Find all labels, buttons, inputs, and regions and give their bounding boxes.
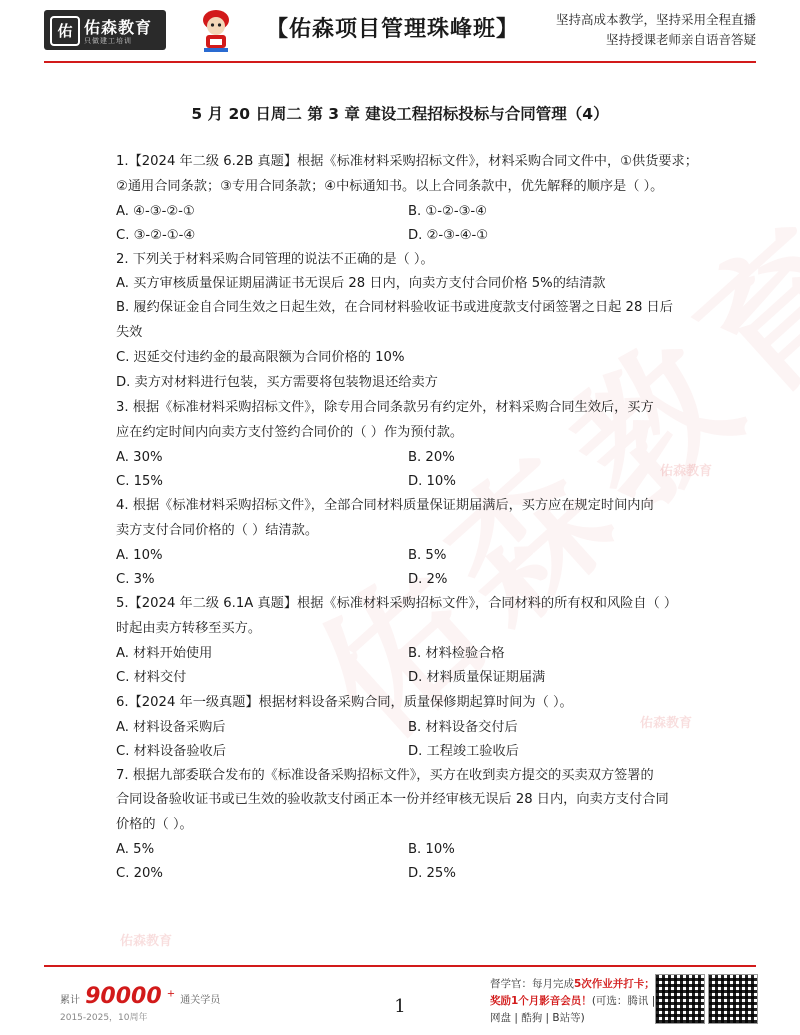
mascot-icon	[196, 6, 236, 54]
option-row	[116, 716, 700, 740]
option-line: A. 买方审核质量保证期届满证书无误后 28 日内，向卖方支付合同价格 5%的结清款	[116, 276, 606, 291]
option: C. 15%	[116, 474, 163, 489]
question-text: 5.【2024 年二级 6.1A 真题】根据《标准材料采购招标文件》，合同材料的所有权和风险自（ ）	[116, 596, 678, 611]
option: D. 10%	[408, 474, 456, 489]
banner-title: 【佑森项目管理珠峰班】	[266, 17, 520, 42]
question-text: 1.【2024 年二级 6.2B 真题】根据《标准材料采购招标文件》，材料采购合同文件中，①供货要求；	[116, 154, 698, 169]
option: C. 材料交付	[116, 670, 187, 685]
option-row	[116, 740, 700, 764]
question-text: 3. 根据《标准材料采购招标文件》，除专用合同条款另有约定外，材料采购合同生效后，买方	[116, 400, 654, 415]
option-row	[116, 838, 700, 862]
question-text: 应在约定时间内向卖方支付签约合同价的（ ）作为预付款。	[116, 425, 464, 440]
question-text: 价格的（ ）。	[116, 817, 193, 832]
option-line: 失效	[116, 325, 143, 340]
page-header	[0, 0, 800, 62]
watermark-small: 佑森教育	[660, 464, 713, 479]
option: C. 3%	[116, 572, 155, 587]
question-text: 4. 根据《标准材料采购招标文件》，全部合同材料质量保证期届满后，买方应在规定时间内向	[116, 498, 654, 513]
notice-text: 网盘 | 酷狗 | B站等)	[490, 1012, 585, 1024]
option-row	[116, 666, 700, 690]
option-line: D. 卖方对材料进行包装，买方需要将包装物退还给卖方	[116, 375, 438, 390]
option-row	[116, 224, 700, 248]
logo-mark: 佑	[50, 16, 80, 46]
option-row	[116, 544, 700, 568]
option: A. 5%	[116, 842, 155, 857]
stat-years: 2015-2025，10周年	[60, 1013, 148, 1023]
option: D. ②-③-④-①	[408, 228, 489, 243]
header-divider	[44, 61, 756, 63]
option-row	[116, 642, 700, 666]
brand-logo	[44, 10, 166, 50]
option-line: B. 履约保证金自合同生效之日起生效，在合同材料验收证书或进度款支付函签署之日起 28 日后	[116, 300, 673, 315]
option: B. ①-②-③-④	[408, 204, 487, 219]
option: A. 材料设备采购后	[116, 720, 226, 735]
notice-highlight: 奖励1个月影音会员！	[490, 995, 592, 1007]
stat-label: 累计	[60, 995, 80, 1006]
slogan-line: 坚持授课老师亲自语音答疑	[605, 32, 756, 47]
option: C. 材料设备验收后	[116, 744, 226, 759]
question-text: 2. 下列关于材料采购合同管理的说法不正确的是（ ）。	[116, 252, 434, 267]
stat-plus: +	[166, 988, 176, 1000]
option: C. ③-②-①-④	[116, 228, 196, 243]
option: D. 2%	[408, 572, 448, 587]
notice-highlight: 5次作业并打卡；	[574, 978, 655, 990]
option: A. ④-③-②-①	[116, 204, 195, 219]
option: B. 材料设备交付后	[408, 720, 518, 735]
watermark-small: 佑森教育	[120, 934, 173, 949]
question-text: ②通用合同条款；③专用合同条款；④中标通知书。以上合同条款中，优先解释的顺序是（ ）。	[116, 179, 664, 194]
question-text: 6.【2024 年一级真题】根据材料设备采购合同，质量保修期起算时间为（ ）。	[116, 695, 573, 710]
option-line: C. 迟延交付违约金的最高限额为合同价格的 10%	[116, 350, 405, 365]
footer-divider	[44, 965, 756, 967]
question-text: 7. 根据九部委联合发布的《标准设备采购招标文件》，买方在收到卖方提交的买卖双方签署的	[116, 768, 654, 783]
page-number: 1	[394, 996, 406, 1017]
question-text: 时起由卖方转移至买方。	[116, 621, 262, 636]
question-text: 合同设备验收证书或已生效的验收款支付函正本一份并经审核无误后 28 日内，向卖方支付合同	[116, 792, 669, 807]
logo-subtitle: 只做建工培训	[84, 37, 132, 45]
option: B. 材料检验合格	[408, 646, 505, 661]
option: B. 5%	[408, 548, 447, 563]
option: B. 20%	[408, 450, 455, 465]
qr-code-icon	[708, 974, 758, 1024]
qr-code-icon	[655, 974, 705, 1024]
option: A. 10%	[116, 548, 163, 563]
option-row	[116, 568, 700, 592]
notice-text: (可选：腾讯 |	[591, 995, 656, 1007]
question-text: 卖方支付合同价格的（ ）结清款。	[116, 523, 319, 538]
option: D. 工程竣工验收后	[408, 744, 519, 759]
option: D. 材料质量保证期届满	[408, 670, 546, 685]
option-row	[116, 862, 700, 886]
option: A. 材料开始使用	[116, 646, 213, 661]
question-list	[116, 150, 700, 886]
option: D. 25%	[408, 866, 456, 881]
option-row	[116, 446, 700, 470]
notice-text: 督学官：每月完成	[490, 978, 574, 990]
slogans	[556, 10, 756, 50]
stat-suffix: 通关学员	[180, 995, 221, 1006]
slogan-line: 坚持高成本教学，坚持采用全程直播	[555, 12, 756, 27]
stat-number: 90000	[85, 984, 162, 1009]
option-row	[116, 200, 700, 224]
watermark-small: 佑森教育	[640, 716, 693, 731]
document-title: 5 月 20 日周二 第 3 章 建设工程招标投标与合同管理（4）	[191, 105, 609, 123]
logo-text: 佑森教育	[84, 18, 153, 37]
option-row	[116, 470, 700, 494]
option: C. 20%	[116, 866, 163, 881]
option: A. 30%	[116, 450, 163, 465]
supervisor-notice	[490, 976, 655, 1027]
option: B. 10%	[408, 842, 455, 857]
